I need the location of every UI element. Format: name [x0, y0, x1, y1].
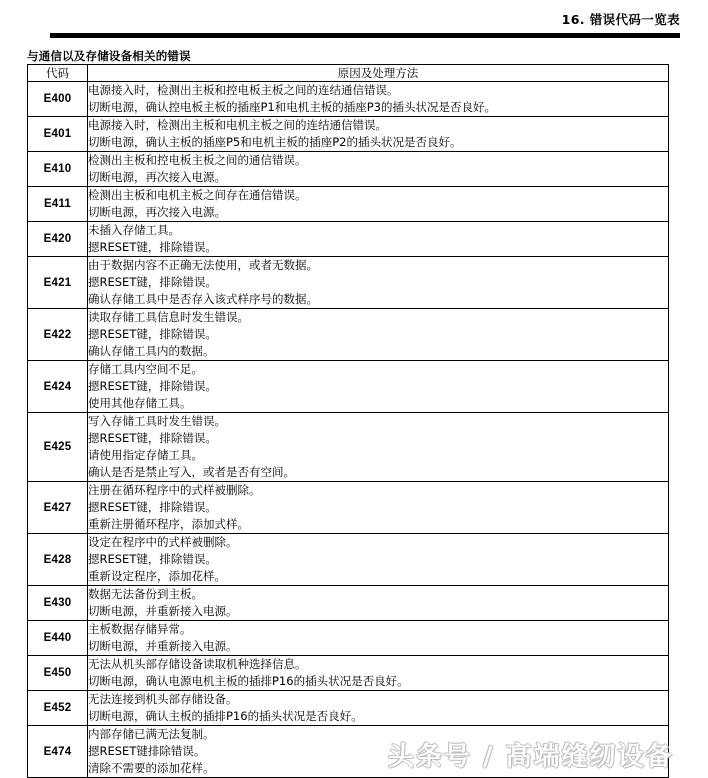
page-header [0, 10, 708, 40]
page-title: 16. 错误代码一览表 [561, 12, 680, 27]
error-code-table [27, 64, 669, 778]
description-line: 摁RESET键，排除错误。 [88, 240, 217, 254]
error-code-cell: E450 [28, 656, 88, 691]
description-line: 重新设定程序，添加花样。 [88, 569, 226, 583]
error-code-cell: E421 [28, 257, 88, 309]
description-line: 读取存储工具信息时发生错误。 [88, 310, 249, 324]
table-body [28, 82, 669, 778]
error-code-cell: E400 [28, 82, 88, 117]
table-row [28, 656, 669, 691]
description-line: 检测出主板和电机主板之间存在通信错误。 [88, 188, 307, 202]
error-description-cell [88, 586, 669, 621]
description-line: 切断电源，再次接入电源。 [88, 205, 226, 219]
table-row [28, 534, 669, 586]
table-row [28, 361, 669, 413]
description-line: 确认是否是禁止写入，或者是否有空间。 [88, 465, 295, 479]
description-line: 内部存储已满无法复制。 [88, 727, 215, 741]
description-line: 重新注册循环程序，添加式样。 [88, 517, 249, 531]
table-row [28, 482, 669, 534]
description-line: 确认存储工具中是否存入该式样序号的数据。 [88, 292, 318, 306]
description-line: 切断电源，再次接入电源。 [88, 170, 226, 184]
header-divider-rule [50, 33, 680, 38]
description-line: 切断电源，确认主板的插排P16的插头状况是否良好。 [88, 709, 363, 723]
error-code-cell: E427 [28, 482, 88, 534]
error-description-cell [88, 482, 669, 534]
table-row [28, 222, 669, 257]
table-row [28, 621, 669, 656]
description-line: 数据无法备份到主板。 [88, 587, 203, 601]
description-line: 摁RESET键，排除错误。 [88, 379, 217, 393]
description-line: 电源接入时，检测出主板和电机主板之间的连结通信错误。 [88, 118, 387, 132]
watermark: 头条号 / 高端缝纫设备 [388, 742, 674, 772]
error-description-cell [88, 309, 669, 361]
description-line: 摁RESET键，排除错误。 [88, 500, 217, 514]
description-line: 检测出主板和控电板主板之间的通信错误。 [88, 153, 307, 167]
error-description-cell [88, 222, 669, 257]
error-description-cell [88, 534, 669, 586]
description-line: 摁RESET键，排除错误。 [88, 275, 217, 289]
table-row [28, 82, 669, 117]
table-row [28, 726, 669, 778]
table-row [28, 309, 669, 361]
column-header-code: 代码 [28, 65, 88, 82]
error-description-cell [88, 187, 669, 222]
error-code-cell: E440 [28, 621, 88, 656]
description-line: 清除不需要的添加花样。 [88, 761, 215, 775]
error-description-cell [88, 621, 669, 656]
description-line: 请使用指定存储工具。 [88, 448, 203, 462]
description-line: 无法连接到机头部存储设备。 [88, 692, 238, 706]
description-line: 切断电源，确认主板的插座P5和电机主板的插座P2的插头状况是否良好。 [88, 135, 462, 149]
error-code-cell: E422 [28, 309, 88, 361]
table-header [28, 65, 669, 82]
section-heading: 与通信以及存储设备相关的错误 [27, 49, 191, 63]
error-description-cell [88, 656, 669, 691]
description-line: 确认存储工具内的数据。 [88, 344, 215, 358]
error-description-cell [88, 413, 669, 482]
description-line: 摁RESET键，排除错误。 [88, 431, 217, 445]
error-description-cell [88, 257, 669, 309]
table-row [28, 187, 669, 222]
error-description-cell [88, 691, 669, 726]
description-line: 切断电源，并重新接入电源。 [88, 639, 238, 653]
table-row [28, 691, 669, 726]
description-line: 切断电源，确认控电板主板的插座P1和电机主板的插座P3的插头状况是否良好。 [88, 100, 496, 114]
description-line: 未插入存储工具。 [88, 223, 180, 237]
description-line: 注册在循环程序中的式样被删除。 [88, 483, 261, 497]
error-description-cell [88, 361, 669, 413]
error-code-cell: E410 [28, 152, 88, 187]
column-header-description: 原因及处理方法 [88, 65, 669, 82]
error-code-cell: E430 [28, 586, 88, 621]
error-code-cell: E474 [28, 726, 88, 778]
description-line: 电源接入时，检测出主板和控电板主板之间的连结通信错误。 [88, 83, 399, 97]
error-code-cell: E401 [28, 117, 88, 152]
description-line: 写入存储工具时发生错误。 [88, 414, 226, 428]
description-line: 由于数据内容不正确无法使用，或者无数据。 [88, 258, 318, 272]
table-row [28, 586, 669, 621]
table-row [28, 152, 669, 187]
error-description-cell [88, 152, 669, 187]
error-code-cell: E425 [28, 413, 88, 482]
table-row [28, 413, 669, 482]
description-line: 摁RESET键排除错误。 [88, 744, 206, 758]
error-code-cell: E411 [28, 187, 88, 222]
description-line: 摁RESET键，排除错误。 [88, 327, 217, 341]
description-line: 使用其他存储工具。 [88, 396, 192, 410]
table-row [28, 117, 669, 152]
description-line: 主板数据存储异常。 [88, 622, 192, 636]
table-row [28, 257, 669, 309]
description-line: 切断电源，确认电源电机主板的插排P16的插头状况是否良好。 [88, 674, 409, 688]
error-description-cell [88, 117, 669, 152]
error-description-cell [88, 726, 669, 778]
error-code-cell: E424 [28, 361, 88, 413]
error-code-cell: E428 [28, 534, 88, 586]
description-line: 切断电源，并重新接入电源。 [88, 604, 238, 618]
description-line: 存储工具内空间不足。 [88, 362, 203, 376]
error-description-cell [88, 82, 669, 117]
error-code-cell: E452 [28, 691, 88, 726]
description-line: 无法从机头部存储设备读取机种选择信息。 [88, 657, 307, 671]
error-code-cell: E420 [28, 222, 88, 257]
description-line: 设定在程序中的式样被删除。 [88, 535, 238, 549]
table-header-row [28, 65, 669, 82]
description-line: 摁RESET键，排除错误。 [88, 552, 217, 566]
